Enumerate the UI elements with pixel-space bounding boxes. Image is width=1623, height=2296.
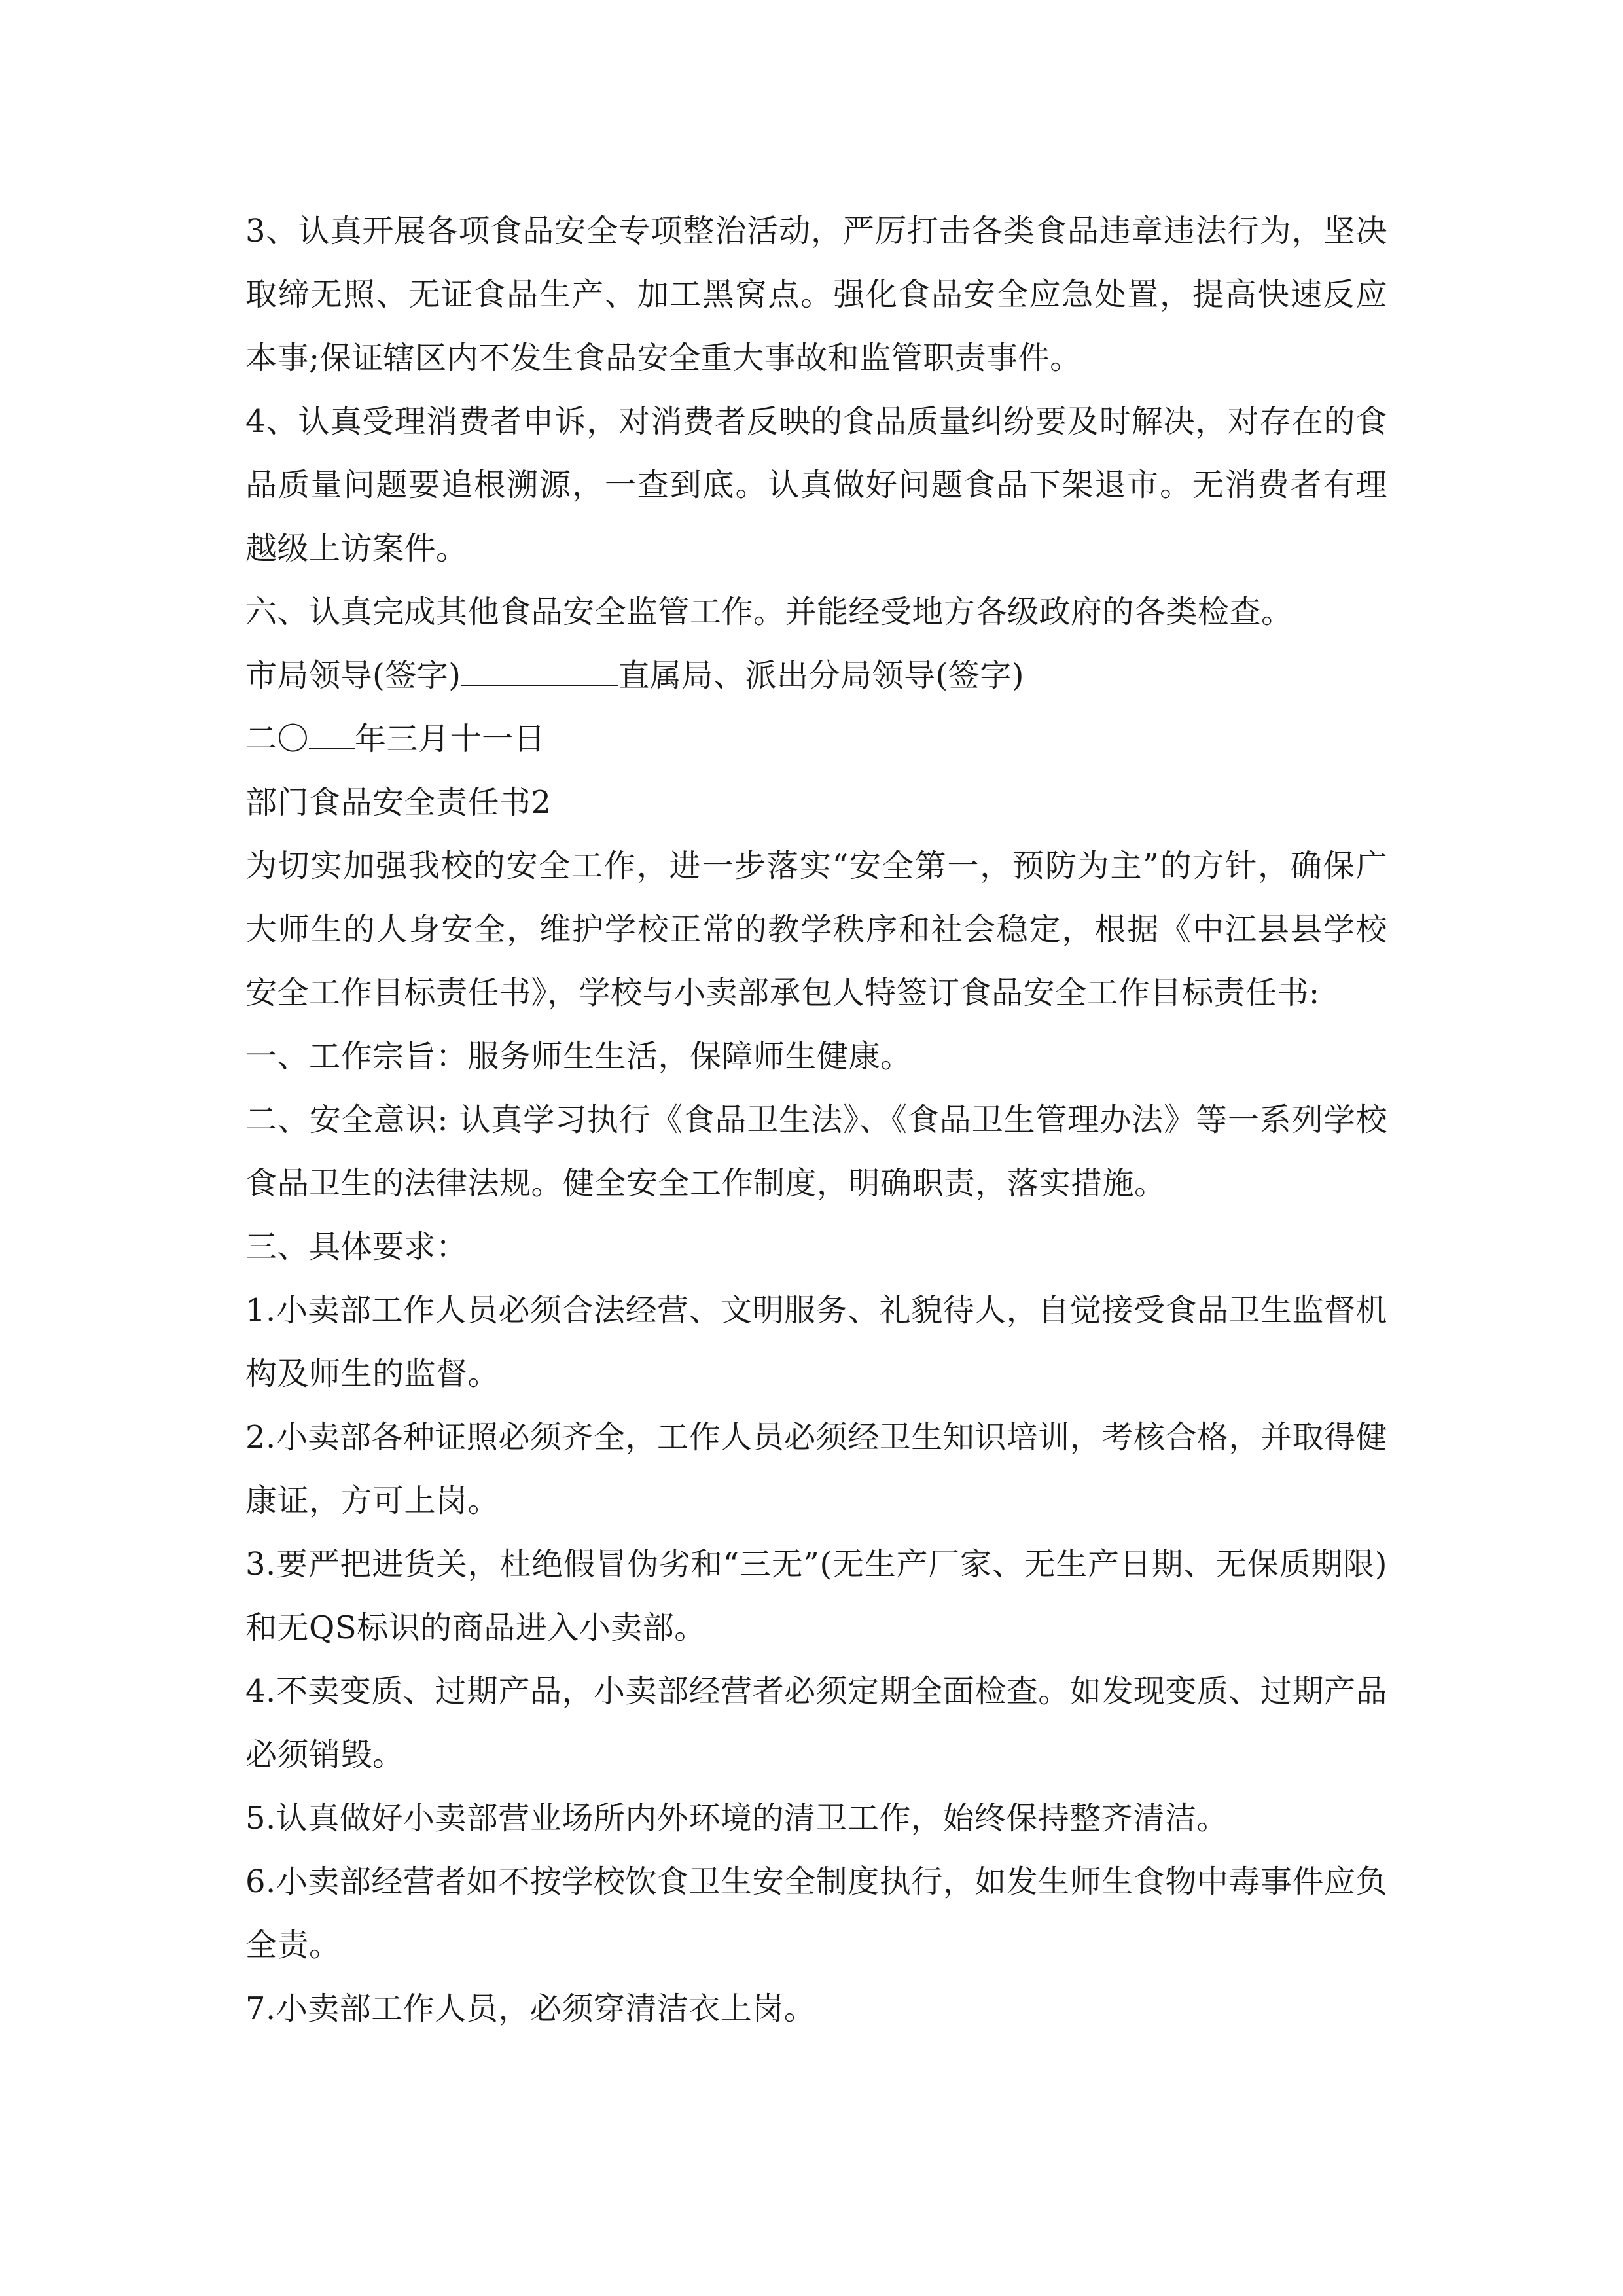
requirement-item-2: 2.小卖部各种证照必须齐全，工作人员必须经卫生知识培训，考核合格，并取得健康证，方可上岗。 <box>245 1419 1387 1519</box>
body-safety-awareness: 二、安全意识: 认真学习执行《食品卫生法》、《食品卫生管理办法》等一系列学校食品卫生的法律法规。健全安全工作制度，明确职责，落实措施。 <box>245 1102 1387 1202</box>
body-intro: 为切实加强我校的安全工作，进一步落实“安全第一，预防为主”的方针，确保广大师生的人身安全，维护学校正常的教学秩序和社会稳定，根据《中江县县学校安全工作目标责任书》，学校与小卖部承包人特签订食品安全工作目标责任书: <box>245 848 1387 1011</box>
requirement-item-4: 4.不卖变质、过期产品，小卖部经营者必须定期全面检查。如发现变质、过期产品必须销毁。 <box>245 1673 1387 1773</box>
date-line <box>245 708 1387 771</box>
paragraph-item-4: 4、认真受理消费者申诉，对消费者反映的食品质量纠纷要及时解决，对存在的食品质量问题要追根溯源，一查到底。认真做好问题食品下架退市。无消费者有理越级上访案件。 <box>245 403 1387 567</box>
requirement-item-1: 1.小卖部工作人员必须合法经营、文明服务、礼貌待人，自觉接受食品卫生监督机构及师生的监督。 <box>245 1292 1387 1392</box>
paragraph-item-3: 3、认真开展各项食品安全专项整治活动，严厉打击各类食品违章违法行为，坚决取缔无照、无证食品生产、加工黑窝点。强化食品安全应急处置，提高快速反应本事;保证辖区内不发生食品安全重大事故和监管职责事件。 <box>245 213 1387 376</box>
date-prefix: 二〇 <box>245 721 310 757</box>
body-purpose: 一、工作宗旨：服务师生生活，保障师生健康。 <box>245 1038 912 1075</box>
requirement-item-6: 6.小卖部经营者如不按学校饮食卫生安全制度执行，如发生师生食物中毒事件应负全责。 <box>245 1863 1387 1964</box>
document-content <box>245 200 1387 2041</box>
paragraph-section-six: 六、认真完成其他食品安全监管工作。并能经受地方各级政府的各类检查。 <box>245 594 1293 630</box>
signature-right-label: 直属局、派出分局领导(签字) <box>618 657 1024 694</box>
section-title: 部门食品安全责任书2 <box>245 784 552 821</box>
requirement-item-5: 5.认真做好小卖部营业场所内外环境的清卫工作，始终保持整齐清洁。 <box>245 1800 1228 1837</box>
signature-line <box>245 644 1387 708</box>
requirement-item-3: 3.要严把进货关，杜绝假冒伪劣和“三无”(无生产厂家、无生产日期、无保质期限)和无QS标识的商品进入小卖部。 <box>245 1546 1387 1646</box>
requirement-item-7: 7.小卖部工作人员，必须穿清洁衣上岗。 <box>245 1990 816 2027</box>
date-year-blank <box>309 722 355 749</box>
date-suffix: 年三月十一日 <box>355 721 546 757</box>
body-requirements-heading: 三、具体要求： <box>245 1229 468 1265</box>
signature-left-label: 市局领导(签字) <box>245 657 461 694</box>
signature-blank <box>461 658 618 686</box>
